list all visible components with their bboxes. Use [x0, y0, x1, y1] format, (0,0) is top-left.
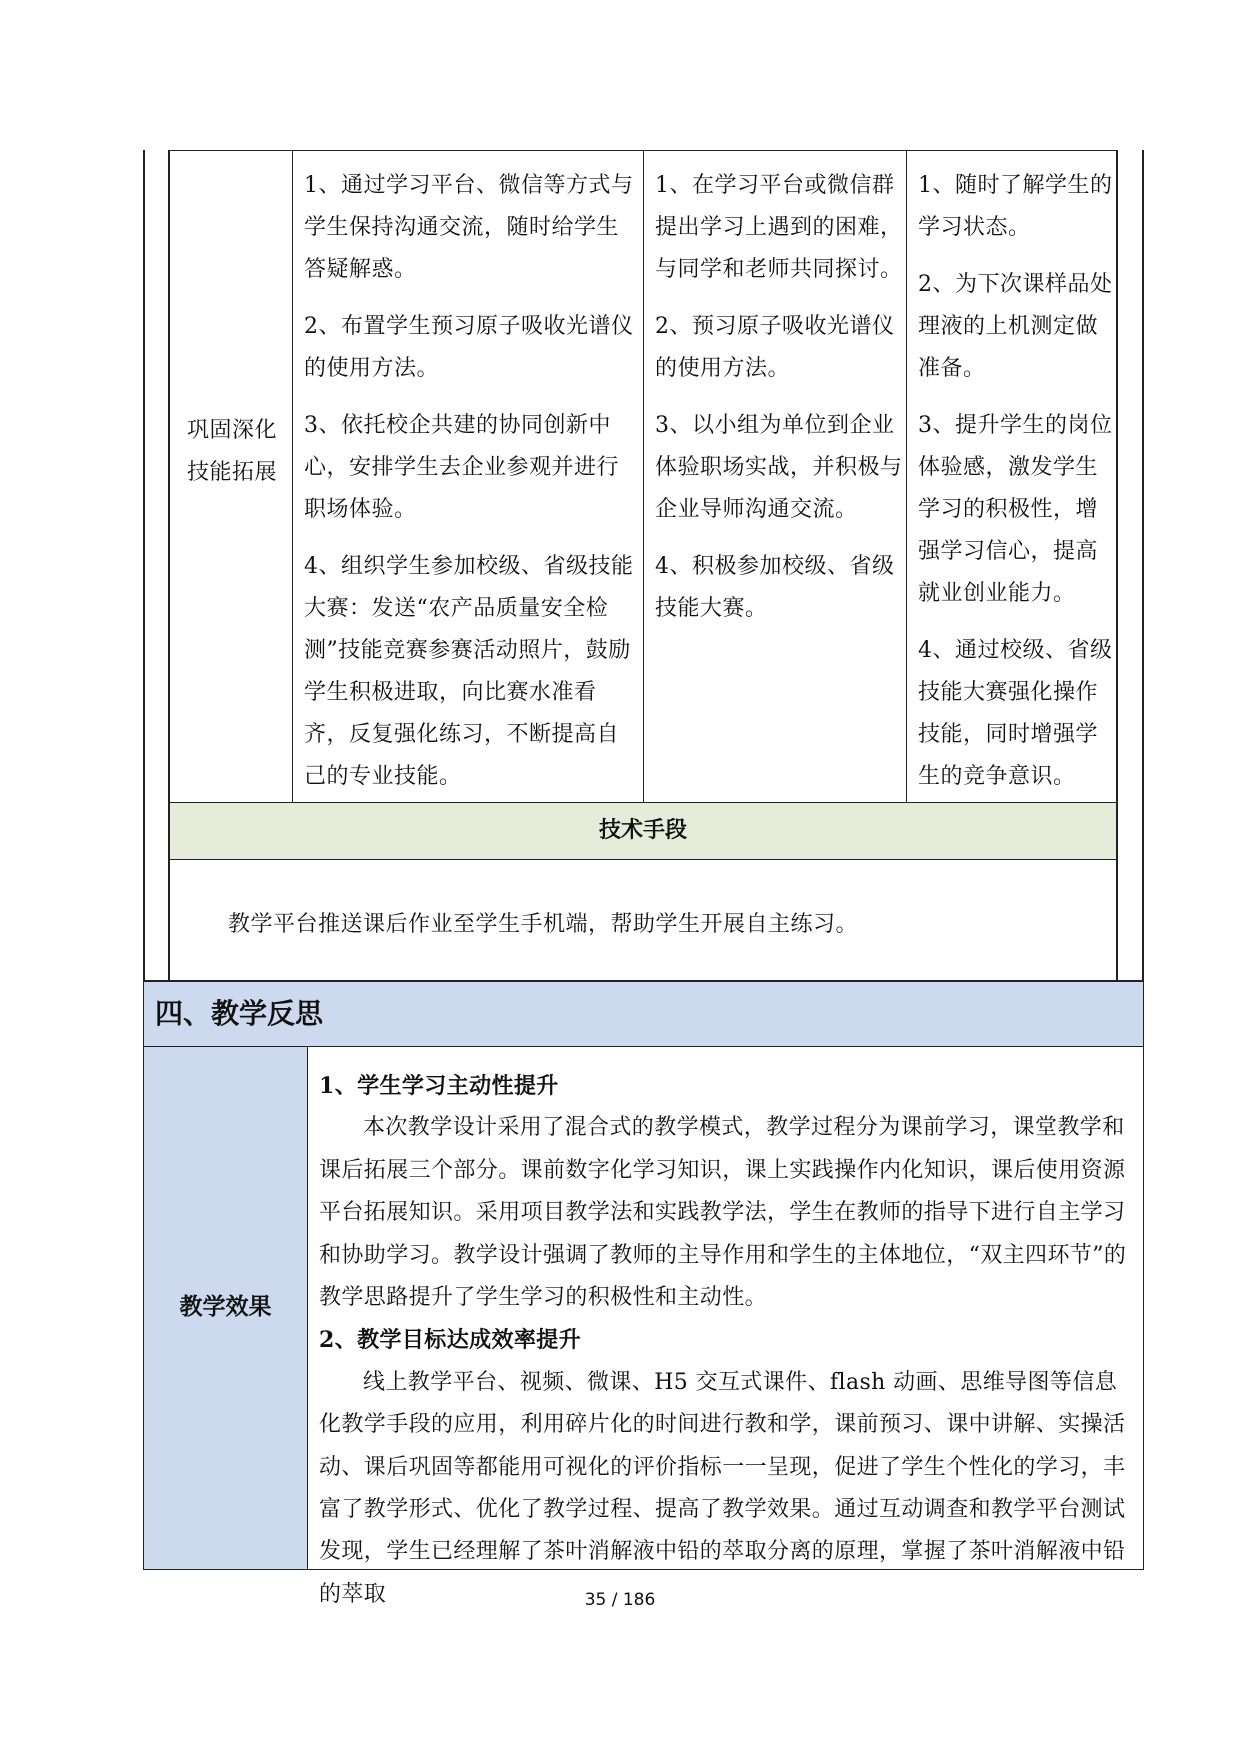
row-label-line-2: 技能拓展: [186, 460, 277, 485]
section4-paragraph-2: 线上教学平台、视频、微课、H5 交互式课件、flash 动画、思维导图等信息化教学手段的应用，利用碎片化的时间进行教和学，课前预习、课中讲解、实操活动、课后巩固等都能用可视化的评价指标一一呈现，促进了学生个性化的学习，丰富了教学形式、优化了教学过程、提高了教学效果。通过互动调查和教学平台测试发现，学生已经理解了茶叶消解液中铅的萃取分离的原理，掌握了茶叶消解液中铅的萃取: [319, 1369, 1126, 1607]
teacher-activity-item: 2、布置学生预习原子吸收光谱仪的使用方法。: [304, 314, 634, 381]
student-activities-cell: [655, 165, 903, 645]
page-number: 35 / 186: [584, 1590, 656, 1610]
student-activity-item: 3、以小组为单位到企业体验职场实战，并积极与企业导师沟通交流。: [655, 413, 903, 522]
table-border: [292, 150, 293, 802]
design-intent-item: 3、提升学生的岗位体验感，激发学生学习的积极性，增强学习信心，提高就业创业能力。: [918, 413, 1113, 606]
design-intent-item: 2、为下次课样品处理液的上机测定做准备。: [918, 272, 1113, 381]
table-border: [1143, 980, 1144, 1570]
table-border: [143, 150, 145, 980]
teacher-activity-item: 1、通过学习平台、微信等方式与学生保持沟通交流，随时给学生答疑解惑。: [304, 173, 634, 282]
tech-header-title: 技术手段: [598, 818, 687, 843]
student-activity-item: 4、积极参加校级、省级技能大赛。: [655, 554, 895, 621]
table-border: [143, 980, 144, 1570]
student-activity-item: 2、预习原子吸收光谱仪的使用方法。: [655, 314, 895, 381]
tech-content: 教学平台推送课后作业至学生手机端，帮助学生开展自主练习。: [228, 912, 859, 937]
teacher-activities-cell: [304, 165, 640, 813]
student-activity-item: 1、在学习平台或微信群提出学习上遇到的困难，与同学和老师共同探讨。: [655, 173, 903, 282]
design-intent-item: 4、通过校级、省级技能大赛强化操作技能，同时增强学生的竞争意识。: [918, 638, 1113, 789]
section4-content: [319, 1065, 1135, 1616]
table-border: [906, 150, 907, 802]
teacher-activity-item: 3、依托校企共建的协同创新中心，安排学生去企业参观并进行职场体验。: [304, 413, 620, 522]
row-label-line-1: 巩固深化: [186, 418, 277, 443]
section4-label: 教学效果: [179, 1294, 272, 1320]
section4-heading-1: 1、学生学习主动性提升: [319, 1073, 559, 1099]
table-border: [143, 1046, 1144, 1047]
section4-title: 四、教学反思: [155, 997, 324, 1030]
design-intent-cell: [918, 165, 1114, 813]
table-border: [168, 150, 1118, 151]
section4-paragraph-1: 本次教学设计采用了混合式的教学模式，教学过程分为课前学习，课堂教学和课后拓展三个部分。课前数字化学习知识，课上实践操作内化知识，课后使用资源平台拓展知识。采用项目教学法和实践教学法，学生在教师的指导下进行自主学习和协助学习。教学设计强调了教师的主导作用和学生的主体地位，“双主四环节”的教学思路提升了学生学习的积极性和主动性。: [319, 1115, 1127, 1311]
table-border: [643, 150, 644, 802]
table-border: [1142, 150, 1144, 980]
table-border: [168, 859, 1118, 860]
section4-heading-2: 2、教学目标达成效率提升: [319, 1327, 582, 1354]
row-label: [182, 410, 282, 494]
design-intent-item: 1、随时了解学生的学习状态。: [918, 173, 1113, 240]
teacher-activity-item: 4、组织学生参加校级、省级技能大赛：发送“农产品质量安全检测”技能竞赛参赛活动照片，鼓励学生积极进取，向比赛水准看齐，反复强化练习，不断提高自己的专业技能。: [304, 554, 634, 789]
